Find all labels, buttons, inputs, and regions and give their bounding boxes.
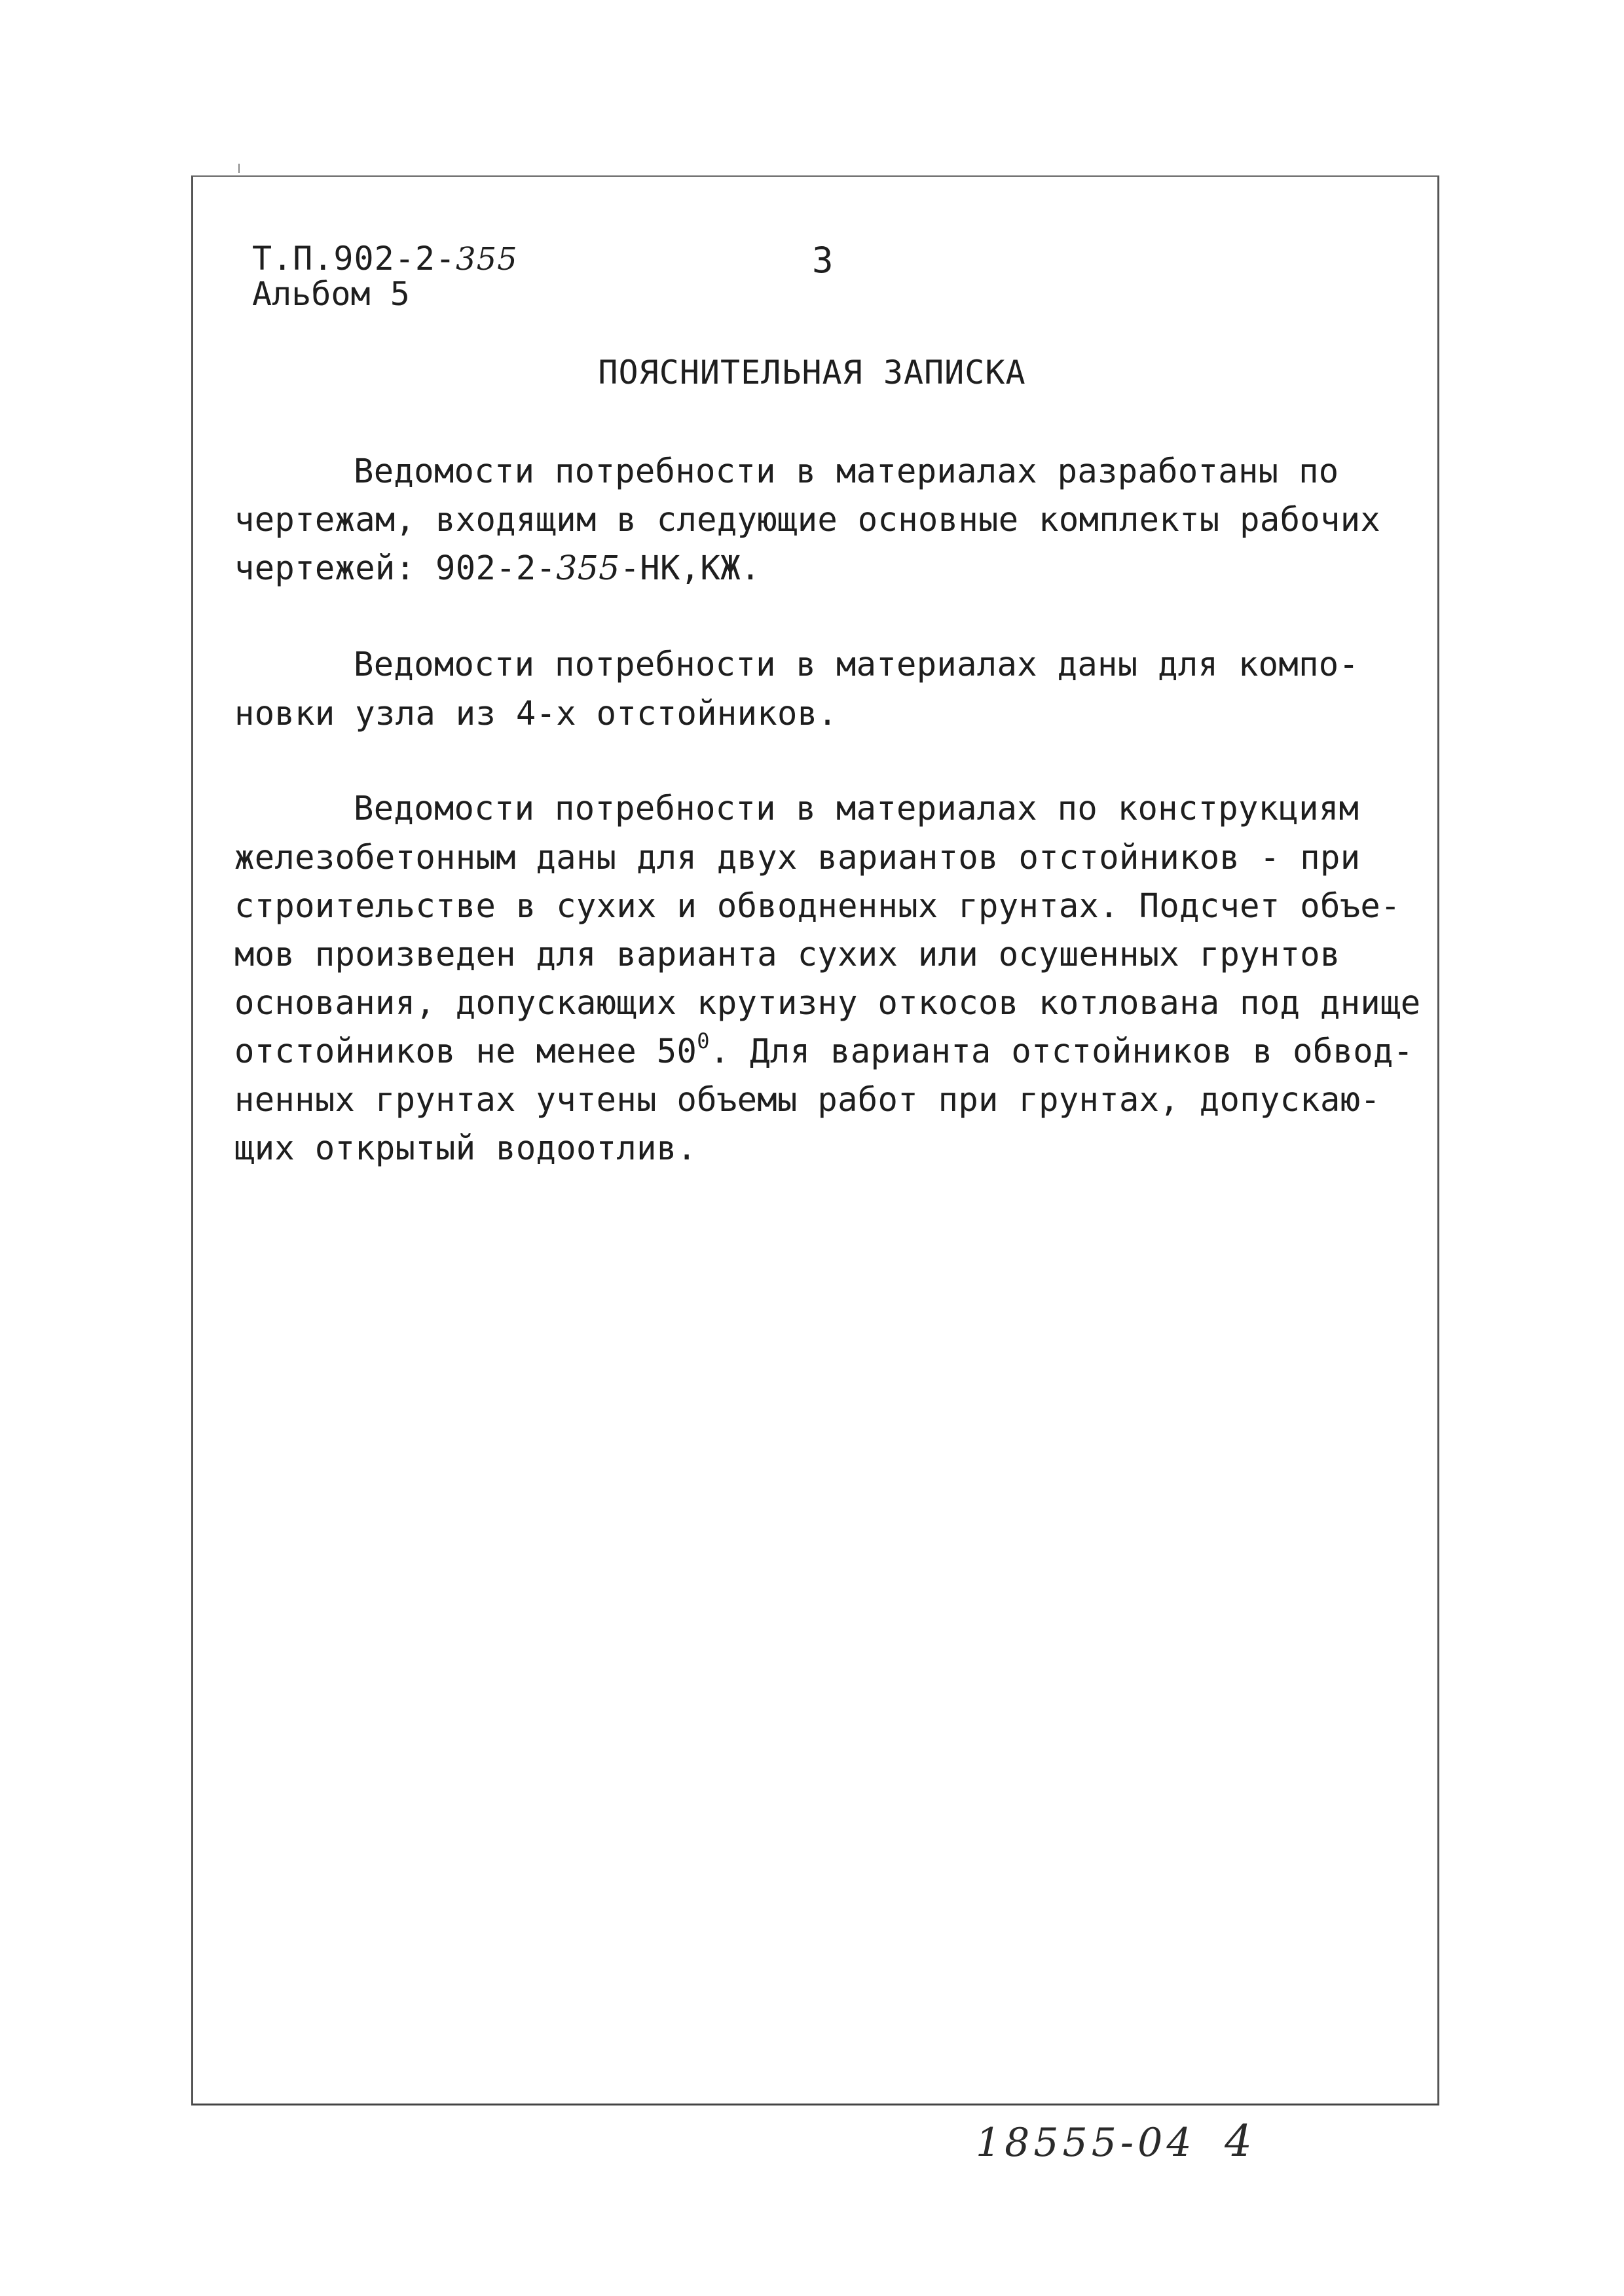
paragraph-3-line-2: железобетонным даны для двух вариантов отстойников - при [234,838,1361,877]
paragraph-2-line-2: новки узла из 4-х отстойников. [234,694,838,733]
sheet-number: 4 [1225,2116,1252,2166]
paragraph-1-line-3-a: чертежей: 902-2- [234,549,557,587]
paragraph-1-line-3 [234,549,761,587]
paragraph-3-line-4: мов произведен для варианта сухих или осушенных грунтов [234,935,1340,974]
paragraph-3-line-5: основания, допускающих крутизну откосов котлована под днище [234,983,1421,1022]
degree-superscript: 0 [697,1029,710,1053]
document-code-prefix: Т.П.902-2- [252,240,456,278]
frame-tick [238,164,240,173]
paragraph-3-line-3: строительстве в сухих и обводненных грунтах. Подсчет объе- [234,886,1401,925]
document-code-handwritten: 355 [456,241,518,278]
album-label: Альбом 5 [252,275,410,313]
paragraph-3-line-6-b: . Для варианта отстойников в обвод- [709,1032,1414,1070]
paragraph-1-line-1: Ведомости потребности в материалах разработаны по [354,452,1339,490]
inventory-number: 18555-04 [976,2120,1196,2166]
paragraph-1-line-3-handwritten: 355 [556,549,620,587]
paragraph-1-line-2: чертежам, входящим в следующие основные комплекты рабочих [234,500,1381,539]
paragraph-3-line-7: ненных грунтах учтены объемы работ при грунтах, допускаю- [234,1080,1381,1119]
paragraph-2-line-1: Ведомости потребности в материалах даны для компо- [354,645,1359,683]
paragraph-3-line-6 [234,1029,1414,1070]
page-number: 3 [812,240,834,281]
paragraph-3-line-6-a: отстойников не менее 50 [234,1032,697,1070]
page-title: ПОЯСНИТЕЛЬНАЯ ЗАПИСКА [598,354,1026,392]
paragraph-3-line-8: щих открытый водоотлив. [234,1129,697,1167]
paragraph-3-line-1: Ведомости потребности в материалах по конструкциям [354,789,1359,828]
document-code [252,240,518,278]
paragraph-1-line-3-b: -НК,КЖ. [619,549,761,587]
